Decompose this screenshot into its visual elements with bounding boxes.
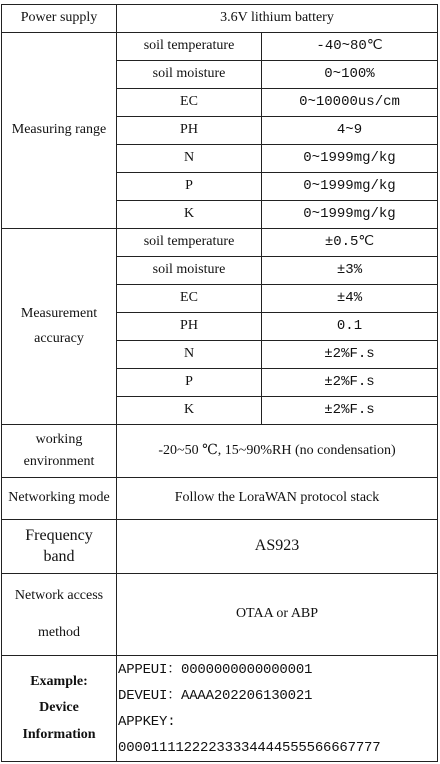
range-value-n: 0~1999mg/kg <box>262 145 438 173</box>
networking-mode-label: Networking mode <box>2 478 117 520</box>
row-network-access <box>2 574 438 656</box>
range-param-soil-moisture: soil moisture <box>117 61 262 89</box>
row-frequency-band <box>2 520 438 574</box>
working-label-line1: working <box>35 431 83 447</box>
range-value-ec: 0~10000us/cm <box>262 89 438 117</box>
spec-table <box>1 4 438 762</box>
appkey-value: 00001111222233334444555566667777 <box>118 739 381 756</box>
accuracy-param-k: K <box>117 397 262 425</box>
network-access-label <box>2 574 117 656</box>
deveui-line: DEVEUI：AAAA202206130021 <box>118 687 313 704</box>
frequency-band-value: AS923 <box>117 520 438 574</box>
power-supply-value: 3.6V lithium battery <box>117 5 438 33</box>
appeui-line: APPEUI：0000000000000001 <box>118 661 313 678</box>
frequency-band-label <box>2 520 117 574</box>
accuracy-param-soil-moisture: soil moisture <box>117 257 262 285</box>
device-info-label-line2: Device <box>39 700 79 716</box>
accuracy-value-ec: ±4% <box>262 285 438 313</box>
network-access-label-line1: Network access <box>14 588 104 604</box>
range-value-ph: 4~9 <box>262 117 438 145</box>
device-info-label <box>2 656 117 762</box>
range-value-p: 0~1999mg/kg <box>262 173 438 201</box>
range-param-soil-temperature: soil temperature <box>117 33 262 61</box>
frequency-label-line2: band <box>43 548 75 565</box>
row-networking-mode <box>2 478 438 520</box>
power-supply-label: Power supply <box>2 5 117 33</box>
device-info-keys <box>117 656 438 762</box>
range-param-n: N <box>117 145 262 173</box>
accuracy-value-soil-moisture: ±3% <box>262 257 438 285</box>
measurement-accuracy-label <box>2 229 117 425</box>
row-power-supply <box>2 5 438 33</box>
accuracy-param-n: N <box>117 341 262 369</box>
accuracy-value-k: ±2%F.s <box>262 397 438 425</box>
accuracy-value-p: ±2%F.s <box>262 369 438 397</box>
frequency-label-line1: Frequency <box>25 526 93 544</box>
measuring-range-label: Measuring range <box>2 33 117 229</box>
row-device-info <box>2 656 438 762</box>
accuracy-label-line1: Measurement <box>20 306 98 322</box>
range-param-ph: PH <box>117 117 262 145</box>
range-param-p: P <box>117 173 262 201</box>
working-label-line2: environment <box>23 454 95 469</box>
device-info-label-line1: Example: <box>30 673 88 689</box>
accuracy-value-soil-temperature: ±0.5℃ <box>262 229 438 257</box>
accuracy-value-n: ±2%F.s <box>262 341 438 369</box>
range-param-k: K <box>117 201 262 229</box>
networking-mode-value: Follow the LoraWAN protocol stack <box>117 478 438 520</box>
device-info-label-line3: Information <box>22 726 96 742</box>
accuracy-value-ph: 0.1 <box>262 313 438 341</box>
accuracy-param-ph: PH <box>117 313 262 341</box>
range-value-soil-moisture: 0~100% <box>262 61 438 89</box>
accuracy-param-soil-temperature: soil temperature <box>117 229 262 257</box>
working-environment-value: -20~50 ℃, 15~90%RH (no condensation) <box>117 425 438 478</box>
range-param-ec: EC <box>117 89 262 117</box>
range-value-k: 0~1999mg/kg <box>262 201 438 229</box>
range-value-soil-temperature: -40~80℃ <box>262 33 438 61</box>
row-range-soil-temperature <box>2 33 438 61</box>
working-environment-label <box>2 425 117 478</box>
accuracy-param-ec: EC <box>117 285 262 313</box>
network-access-value: OTAA or ABP <box>117 574 438 656</box>
accuracy-label-line2: accuracy <box>34 330 84 346</box>
accuracy-param-p: P <box>117 369 262 397</box>
row-accuracy-soil-temperature <box>2 229 438 257</box>
appkey-label: APPKEY: <box>118 713 176 730</box>
row-working-environment <box>2 425 438 478</box>
network-access-label-line2: method <box>38 624 80 640</box>
